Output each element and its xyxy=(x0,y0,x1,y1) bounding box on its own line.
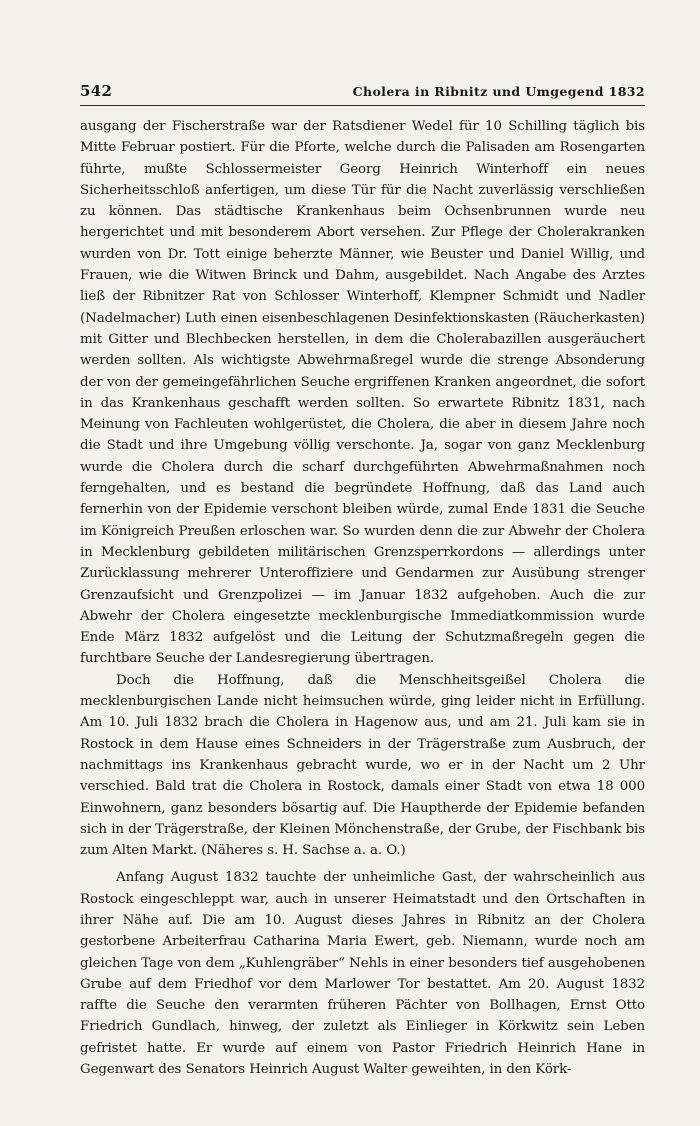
page-header xyxy=(80,78,645,106)
running-head: Cholera in Ribnitz und Umgegend 1832 xyxy=(352,84,645,99)
body-text xyxy=(80,116,645,1080)
paragraph-1: ausgang der Fischerstraße war der Ratsdiener Wedel für 10 Schilling täglich bis Mitte Februar postiert. Für die Pforte, welche durch die Palisaden am Rosengarten führte, mußte Schlossermeister Georg Heinrich Winterhoff ein neues Sicherheitsschloß anfertigen, um diese Tür für die Nacht zuverlässig verschließen zu können. Das städtische Krankenhaus beim Ochsenbrunnen wurde neu hergerichtet und mit besonderem Abort versehen. Zur Pflege der Cholerakranken wurden von Dr. Tott einige beherzte Männer, wie Beuster und Daniel Willig, und Frauen, wie die Witwen Brinck und Dahm, ausgebildet. Nach Angabe des Arztes ließ der Ribnitzer Rat von Schlosser Winterhoff, Klempner Schmidt und Nadler (Nadelmacher) Luth einen eisenbeschlagenen Desinfektionskasten (Räucherkasten) mit Gitter und Blechbecken herstellen, in dem die Cholerabazillen ausgeräuchert werden sollten. Als wichtigste Abwehrmaßregel wurde die strenge Absonderung der von der gemeingefährlichen Seuche ergriffenen Kranken angeordnet, die sofort in das Krankenhaus geschafft werden sollten. So erwartete Ribnitz 1831, nach Meinung von Fachleuten wohlgerüstet, die Cholera, die aber in diesem Jahre noch die Stadt und ihre Umgebung völlig verschonte. Ja, sogar von ganz Mecklenburg wurde die Cholera durch die scharf durchgeführten Abwehrmaßnahmen noch ferngehalten, und es bestand die begründete Hoffnung, daß das Land auch fernerhin von der Epidemie verschont bleiben würde, zumal Ende 1831 die Seuche im Königreich Preußen erloschen war. So wurden denn die zur Abwehr der Cholera in Mecklenburg gebildeten militärischen Grenzsperrkordons — allerdings unter Zurücklassung mehrerer Unteroffiziere und Gendarmen zur Ausübung strenger Grenzaufsicht und Grenzpolizei — im Januar 1832 aufgehoben. Auch die zur Abwehr der Cholera eingesetzte mecklenburgische Immediatkommission wurde Ende März 1832 aufgelöst und die Leitung der Schutzmaßregeln gegen die furchtbare Seuche der Landesregierung übertragen. xyxy=(80,119,645,667)
page-number: 542 xyxy=(80,82,113,100)
paragraph-2: Doch die Hoffnung, daß die Menschheitsgeißel Cholera die mecklenburgischen Lande nicht heimsuchen würde, ging leider nicht in Erfüllung. Am 10. Juli 1832 brach die Cholera in Hagenow aus, und am 21. Juli kam sie in Rostock in dem Hause eines Schneiders in der Trägerstraße zum Ausbruch, der nachmittags ins Krankenhaus gebracht wurde, wo er in der Nacht um 2 Uhr verschied. Bald trat die Cholera in Rostock, damals einer Stadt von etwa 18 000 Einwohnern, ganz besonders bösartig auf. Die Hauptherde der Epidemie befanden sich in der Trägerstraße, der Kleinen Mönchenstraße, der Grube, der Fischbank bis zum Alten Markt. (Näheres s. H. Sachse a. a. O.) xyxy=(80,672,645,859)
header-rule xyxy=(80,105,645,106)
paragraph-3: Anfang August 1832 tauchte der unheimliche Gast, der wahrscheinlich aus Rostock eingeschleppt war, auch in unserer Heimatstadt und den Ortschaften in ihrer Nähe auf. Die am 10. August dieses Jahres in Ribnitz an der Cholera gestorbene Arbeiterfrau Catharina Maria Ewert, geb. Niemann, wurde noch am gleichen Tage von dem „Kuhlengräber“ Nehls in einer besonders tief ausgehobenen Grube auf dem Friedhof vor dem Marlower Tor bestattet. Am 20. August 1832 raffte die Seuche den verarmten früheren Pächter von Bollhagen, Ernst Otto Friedrich Gundlach, hinweg, der zuletzt als Einlieger in Körkwitz sein Leben gefristet hatte. Er wurde auf einem von Pastor Friedrich Heinrich Hane in Gegenwart des Senators Heinrich August Walter geweihten, in den Körk- xyxy=(80,870,645,1078)
